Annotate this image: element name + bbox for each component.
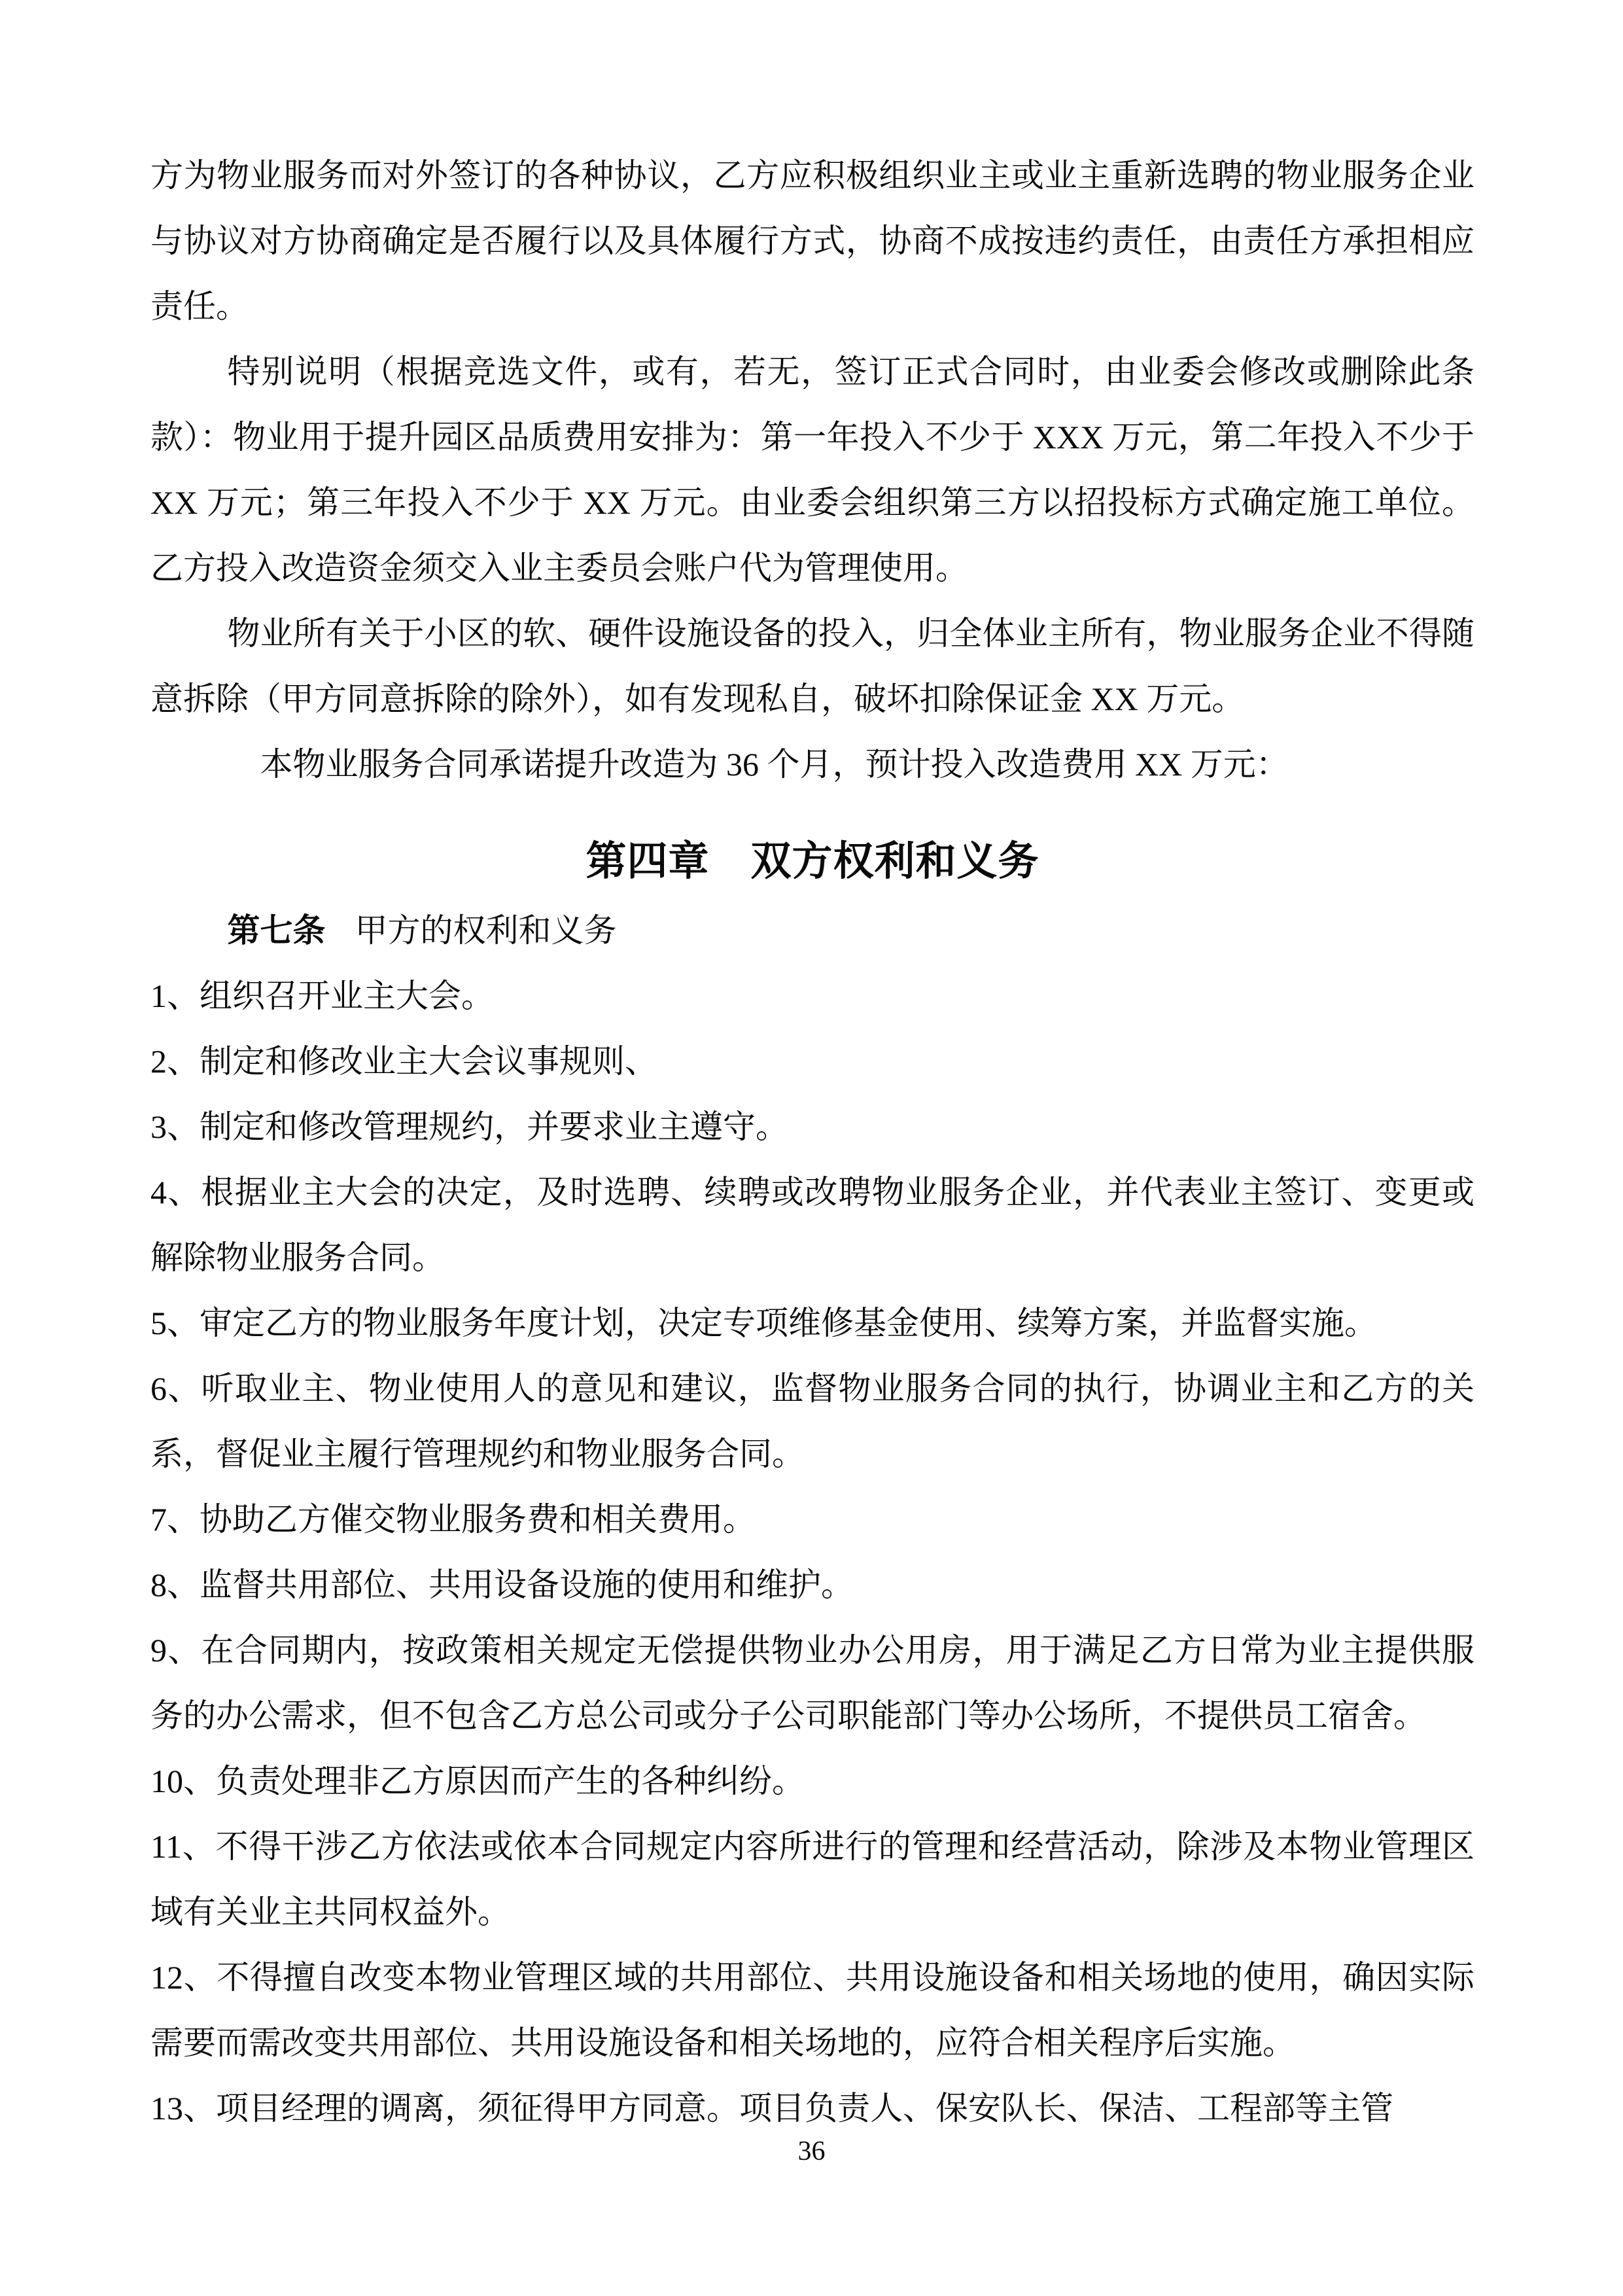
section-number: 第七条	[227, 912, 326, 949]
list-item: 7、协助乙方催交物业服务费和相关费用。	[150, 1501, 756, 1538]
page-footer	[0, 2134, 1623, 2168]
paragraph: 物业所有关于小区的软、硬件设施设备的投入，归全体业主所有，物业服务企业不得随意拆除（甲方同意拆除的除外），如有发现私自，破坏扣除保证金 XX 万元。	[150, 615, 1475, 717]
chapter-heading: 第四章 双方权利和义务	[585, 839, 1039, 884]
list-item: 9、在合同期内，按政策相关规定无偿提供物业办公用房，用于满足乙方日常为业主提供服务的办公需求，但不包含乙方总公司或分子公司职能部门等办公场所，不提供员工宿舍。	[150, 1632, 1475, 1734]
list-item: 8、监督共用部位、共用设备设施的使用和维护。	[150, 1566, 854, 1603]
list-item: 1、组织召开业主大会。	[150, 978, 494, 1014]
list-item: 2、制定和修改业主大会议事规则、	[150, 1043, 657, 1080]
list-item: 6、听取业主、物业使用人的意见和建议，监督物业服务合同的执行，协调业主和乙方的关系，督促业主履行管理规约和物业服务合同。	[150, 1370, 1475, 1472]
list-item: 3、制定和修改管理规约，并要求业主遵守。	[150, 1108, 788, 1145]
paragraph: 特别说明（根据竞选文件，或有，若无，签订正式合同时，由业委会修改或删除此条款）：物业用于提升园区品质费用安排为：第一年投入不少于 XXX 万元，第二年投入不少于 XX 万元；第三年投入不少于 XX 万元。由业委会组织第三方以招投标方式确定施工单位。乙方投入改造资金须交入业主委员会账户代为管理使用。	[150, 353, 1475, 586]
list-item: 5、审定乙方的物业服务年度计划，决定专项维修基金使用、续筹方案，并监督实施。	[150, 1305, 1377, 1341]
paragraph: 方为物业服务而对外签订的各种协议，乙方应积极组织业主或业主重新选聘的物业服务企业与协议对方协商确定是否履行以及具体履行方式，协商不成按违约责任，由责任方承担相应责任。	[150, 157, 1475, 325]
list-item: 12、不得擅自改变本物业管理区域的共用部位、共用设施设备和相关场地的使用，确因实际需要而需改变共用部位、共用设施设备和相关场地的，应符合相关程序后实施。	[150, 1959, 1475, 2061]
list-item: 11、不得干涉乙方依法或依本合同规定内容所进行的管理和经营活动，除涉及本物业管理区域有关业主共同权益外。	[150, 1828, 1475, 1930]
section-title: 甲方的权利和义务	[355, 912, 617, 949]
page-number: 36	[797, 2136, 826, 2166]
document-body	[150, 143, 1475, 2141]
list-item: 13、项目经理的调离，须征得甲方同意。项目负责人、保安队长、保洁、工程部等主管	[150, 2090, 1393, 2127]
list-item: 4、根据业主大会的决定，及时选聘、续聘或改聘物业服务企业，并代表业主签订、变更或解除物业服务合同。	[150, 1174, 1475, 1276]
list-item: 10、负责处理非乙方原因而产生的各种纠纷。	[150, 1763, 805, 1799]
section-heading	[150, 898, 1475, 963]
paragraph: 本物业服务合同承诺提升改造为 36 个月，预计投入改造费用 XX 万元：	[260, 746, 1289, 783]
